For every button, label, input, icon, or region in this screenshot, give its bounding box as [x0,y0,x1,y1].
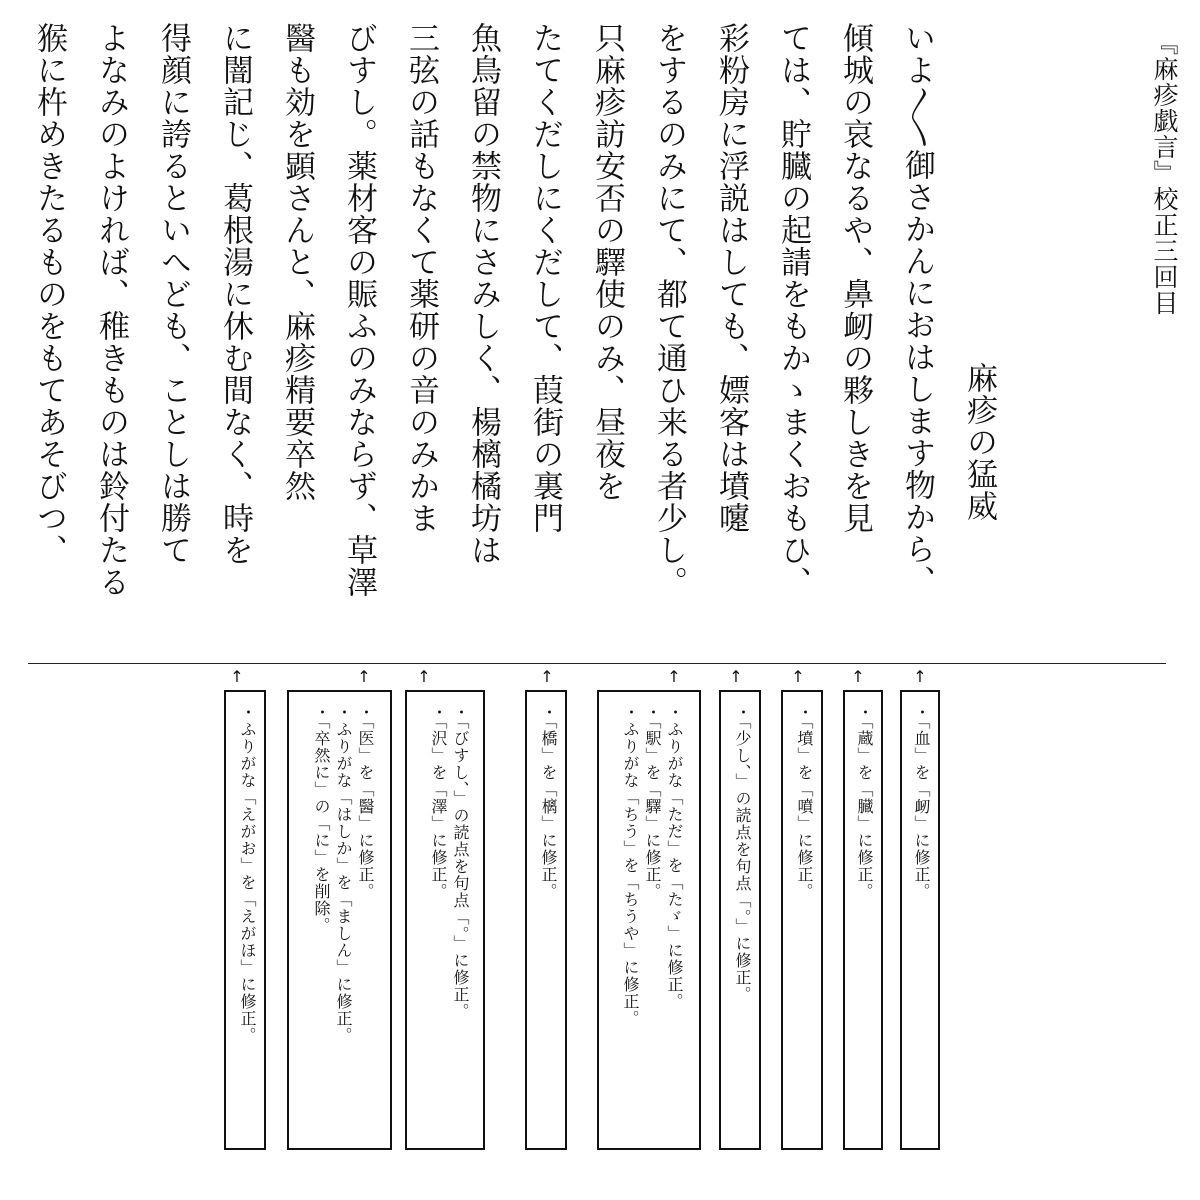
up-arrow-icon: ↑ [791,667,805,686]
note-box [287,690,392,1150]
up-arrow-icon: ↑ [417,667,431,686]
text-line: 醫も効を顕さんと、麻疹精要卒然 [279,22,315,502]
up-arrow-icon: ↑ [729,667,743,686]
text-line: 彩粉房に浮説はしても、嫖客は墳嚔 [713,22,749,534]
note-line: ・ふりがな「はしか」を「ましん」に修正。 [334,704,353,1044]
note-line: ・ふりがな「ちう」を「ちうや」に修正。 [621,704,640,1027]
main-text-block [18,22,1010,598]
up-arrow-icon: ↑ [667,667,681,686]
note-box [900,690,940,1150]
note-line: ・ふりがな「えがお」を「えがほ」に修正。 [238,704,257,1044]
note-line: ・「駅」を「驛」に修正。 [643,704,662,900]
note-box [224,690,266,1150]
text-line: ては、貯臓の起請をもかゝまくおもひ、 [775,22,811,598]
note-box [781,690,823,1150]
note-line: ・「墳」を「噴」に修正。 [795,704,814,900]
note-line: ・「医」を「醫」に修正。 [356,704,375,900]
up-arrow-icon: ↑ [913,667,927,686]
note-line: ・「卒然に」の「に」を削除。 [312,704,331,934]
note-line: ・「血」を「衂」に修正。 [912,704,931,900]
text-line: をするのみにて、都て通ひ来る者少し。 [651,22,687,598]
note-line: ・「沢」を「澤」に修正。 [429,704,448,900]
note-box [843,690,883,1150]
text-line: びすし。薬材客の賑ふのみならず、草澤 [341,22,377,598]
page-title: 『麻疹戯言』校正三回目 [1150,30,1179,316]
text-line: 猴に杵めきたるものをもてあそびつ、 [31,22,67,566]
up-arrow-icon: ↑ [230,667,244,686]
note-line: ・ふりがな「ただ」を「たゞ」に修正。 [665,704,684,1010]
text-line: に闇記じ、葛根湯に休む間なく、時を [217,22,253,566]
up-arrow-icon: ↑ [851,667,865,686]
note-box [719,690,761,1150]
note-box [405,690,485,1150]
text-line: たてくだしにくだして、葭街の裏門 [527,22,563,534]
text-line: 得顔に誇るといへども、ことしは勝て [155,22,191,566]
note-line: ・「少し、」の読点を句点「。」に修正。 [733,704,752,1003]
note-line: ・「びすし、」の読点を句点「。」に修正。 [451,704,470,1020]
text-line: 只麻疹訪安否の驛使のみ、昼夜を [589,22,625,502]
text-line: 三弦の話もなくて薬研の音のみかま [403,22,439,534]
note-line: ・「蔵」を「臓」に修正。 [855,704,874,900]
note-box [525,690,567,1150]
up-arrow-icon: ↑ [357,667,371,686]
divider-line [28,663,1166,664]
text-line: よなみのよければ、稚きものは鈴付たる [93,22,129,598]
text-line: 魚鳥留の禁物にさみしく、楊樆橘坊は [465,22,501,566]
up-arrow-icon: ↑ [540,667,554,686]
note-box [597,690,701,1150]
section-title: 麻疹の猛威 [961,362,997,522]
text-line: 傾城の哀なるや、鼻衂の夥しきを見 [837,22,873,534]
text-line: いよ〳〵御さかんにおはします物から、 [899,22,935,597]
note-line: ・「橋」を「樆」に修正。 [539,704,558,900]
